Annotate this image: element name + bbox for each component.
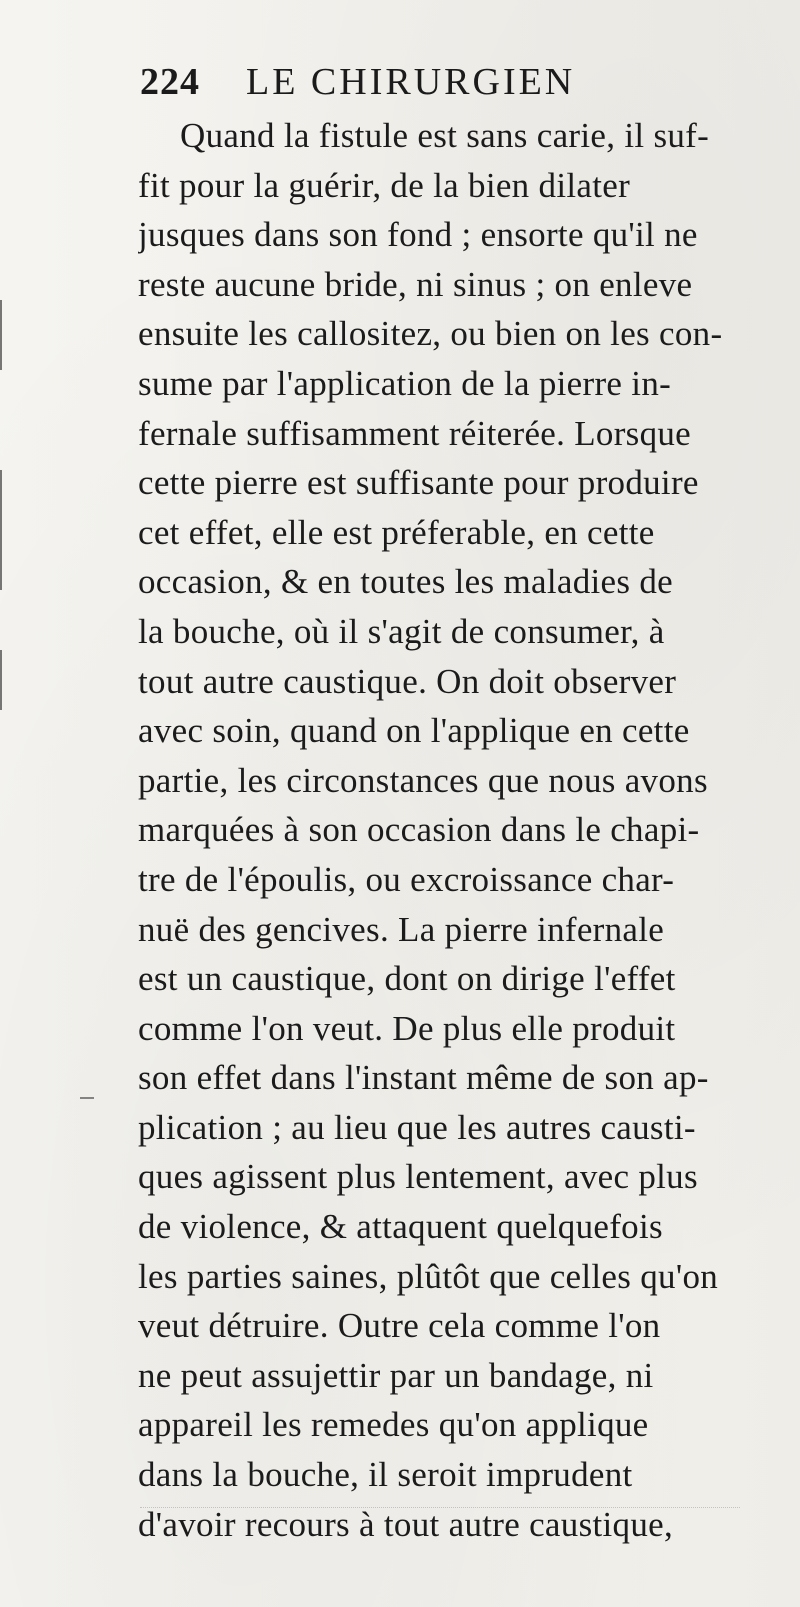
bleed-through-line <box>140 1507 740 1509</box>
text-line: plication ; au lieu que les autres causti- <box>138 1107 696 1147</box>
text-line: avec soin, quand on l'applique en cette <box>138 711 690 751</box>
text-line: reste aucune bride, ni sinus ; on enleve <box>138 264 693 304</box>
text-line: comme l'on veut. De plus elle produit <box>138 1008 676 1048</box>
text-line: cet effet, elle est préferable, en cette <box>138 512 655 552</box>
text-line: appareil les remedes qu'on applique <box>138 1405 649 1445</box>
text-line: fernale suffisamment réiterée. Lorsque <box>138 413 692 453</box>
text-line: fit pour la guérir, de la bien dilater <box>138 165 631 205</box>
text-line: la bouche, où il s'agit de consumer, à <box>138 611 665 651</box>
text-line: les parties saines, plûtôt que celles qu'on <box>138 1256 719 1296</box>
text-line: ne peut assujettir par un bandage, ni <box>138 1355 654 1395</box>
text-line: ques agissent plus lentement, avec plus <box>138 1157 698 1197</box>
text-line: veut détruire. Outre cela comme l'on <box>138 1306 661 1346</box>
left-edge-mark <box>0 300 2 370</box>
text-line: de violence, & attaquent quelquefois <box>138 1207 663 1247</box>
stray-ink-mark <box>80 1097 94 1099</box>
text-line: son effet dans l'instant même de son ap- <box>138 1058 709 1098</box>
text-line: Quand la fistule est sans carie, il suf- <box>180 116 710 155</box>
text-line: nuë des gencives. La pierre infernale <box>138 909 665 949</box>
text-line: d'avoir recours à tout autre caustique, <box>138 1504 674 1544</box>
text-line: dans la bouche, il seroit imprudent <box>138 1455 633 1495</box>
page-number: 224 <box>140 61 200 103</box>
text-line: tre de l'époulis, ou excroissance char- <box>138 859 675 899</box>
text-line: est un caustique, dont on dirige l'effet <box>138 959 676 999</box>
text-line: sume par l'application de la pierre in- <box>138 363 672 403</box>
text-line: occasion, & en toutes les maladies de <box>138 562 673 602</box>
body-text <box>138 111 766 1549</box>
text-line: partie, les circonstances que nous avons <box>138 760 708 800</box>
text-line: jusques dans son fond ; ensorte qu'il ne <box>138 215 698 255</box>
left-edge-mark <box>0 650 2 710</box>
text-line: marquées à son occasion dans le chapi- <box>138 810 700 850</box>
text-line: cette pierre est suffisante pour produire <box>138 463 699 503</box>
page-header <box>140 60 725 110</box>
running-head: LE CHIRURGIEN <box>246 61 576 103</box>
text-line: tout autre caustique. On doit observer <box>138 661 677 701</box>
left-edge-mark <box>0 470 2 590</box>
text-line: ensuite les callositez, ou bien on les con- <box>138 314 723 354</box>
